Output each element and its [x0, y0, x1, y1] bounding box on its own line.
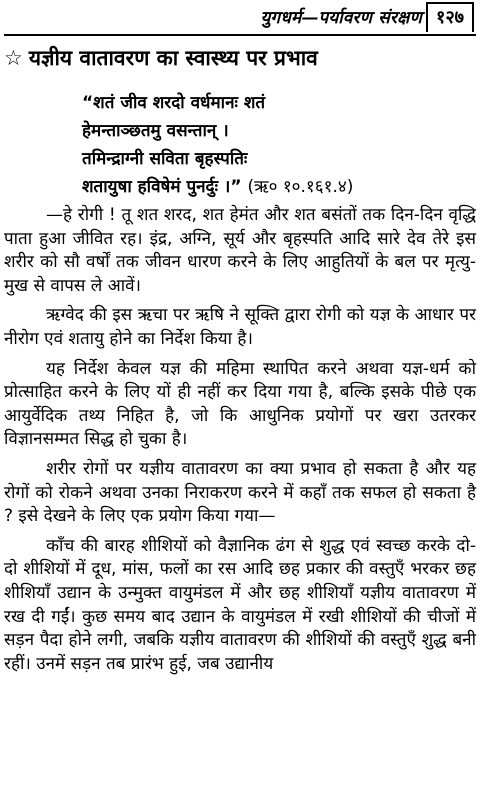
verse-line-4-text: शतायुषा हविषेमं पुनर्दुः ।” — [82, 177, 242, 197]
verse-line-4 — [82, 174, 474, 197]
verse-line-2: हेमन्ताञ्छतमु वसन्तान् । — [82, 121, 229, 141]
body-text — [4, 204, 476, 682]
page-number: १२७ — [426, 2, 474, 32]
paragraph: शरीर रोगों पर यज्ञीय वातावरण का क्या प्रभाव हो सकता है और यह रोगों को रोकने अथवा उनका निराकरण करने में कहाँ तक सफल हो सकता है ? इसे देखने के लिए एक प्रयोग किया गया— — [4, 458, 476, 527]
verse-line-3: तमिन्द्राग्नी सविता बृहस्पतिः — [82, 149, 248, 169]
paragraph: काँच की बारह शीशियों को वैज्ञानिक ढंग से शुद्ध एवं स्वच्छ करके दो-दो शीशियों में दूध, मांस, फलों का रस आदि छह प्रकार की वस्तुएँ भरकर छह शीशियाँ उद्यान के उन्मुक्त वायुमंडल में और छह शीशियाँ यज्ञीय वातावरण में रख दी गईं। कुछ समय बाद उद्यान के वायुमंडल में रखी शीशियों की चीजों में सड़न पैदा होने लगी, जबकि यज्ञीय वातावरण की शीशियों की वस्तुएँ शुद्ध बनी रहीं। उनमें सड़न तब प्रारंभ हुई, जब उद्यानीय — [4, 535, 476, 674]
section-heading-text: यज्ञीय वातावरण का स्वास्थ्य पर प्रभाव — [28, 46, 318, 70]
paragraph: यह निर्देश केवल यज्ञ की महिमा स्थापित करने अथवा यज्ञ-धर्म को प्रोत्साहित करने के लिए यों ही नहीं कर दिया गया है, बल्कि इसके पीछे एक आयुर्वेदिक तथ्य निहित है, जो कि आधुनिक प्रयोगों पर खरा उतरकर विज्ञानसम्मत सिद्ध हो चुका है। — [4, 358, 476, 450]
header-rule — [4, 34, 476, 36]
verse-line-1: “शतं जीव शरदो वर्धमानः शतं — [82, 93, 266, 113]
page-header — [0, 0, 480, 36]
running-title: युगधर्म—पर्यावरण संरक्षण — [260, 8, 422, 28]
verse-reference: (ऋ० १०.१६१.४) — [247, 177, 354, 197]
paragraph: —हे रोगी ! तू शत शरद, शत हेमंत और शत बसंतों तक दिन-दिन वृद्धि पाता हुआ जीवित रह। इंद्र, अग्नि, सूर्य और बृहस्पति आदि सारे देव तेरे इस शरीर को सौ वर्षों तक जीवन धारण करने के लिए आहुतियों के बल पर मृत्यु-मुख से वापस ले आवें। — [4, 205, 476, 296]
star-outline-icon: ☆ — [4, 46, 23, 70]
paragraph: ऋग्वेद की इस ऋचा पर ऋषि ने सूक्ति द्वारा रोगी को यज्ञ के आधार पर नीरोग एवं शतायु होने का निर्देश किया है। — [4, 305, 476, 349]
section-heading — [4, 44, 318, 72]
